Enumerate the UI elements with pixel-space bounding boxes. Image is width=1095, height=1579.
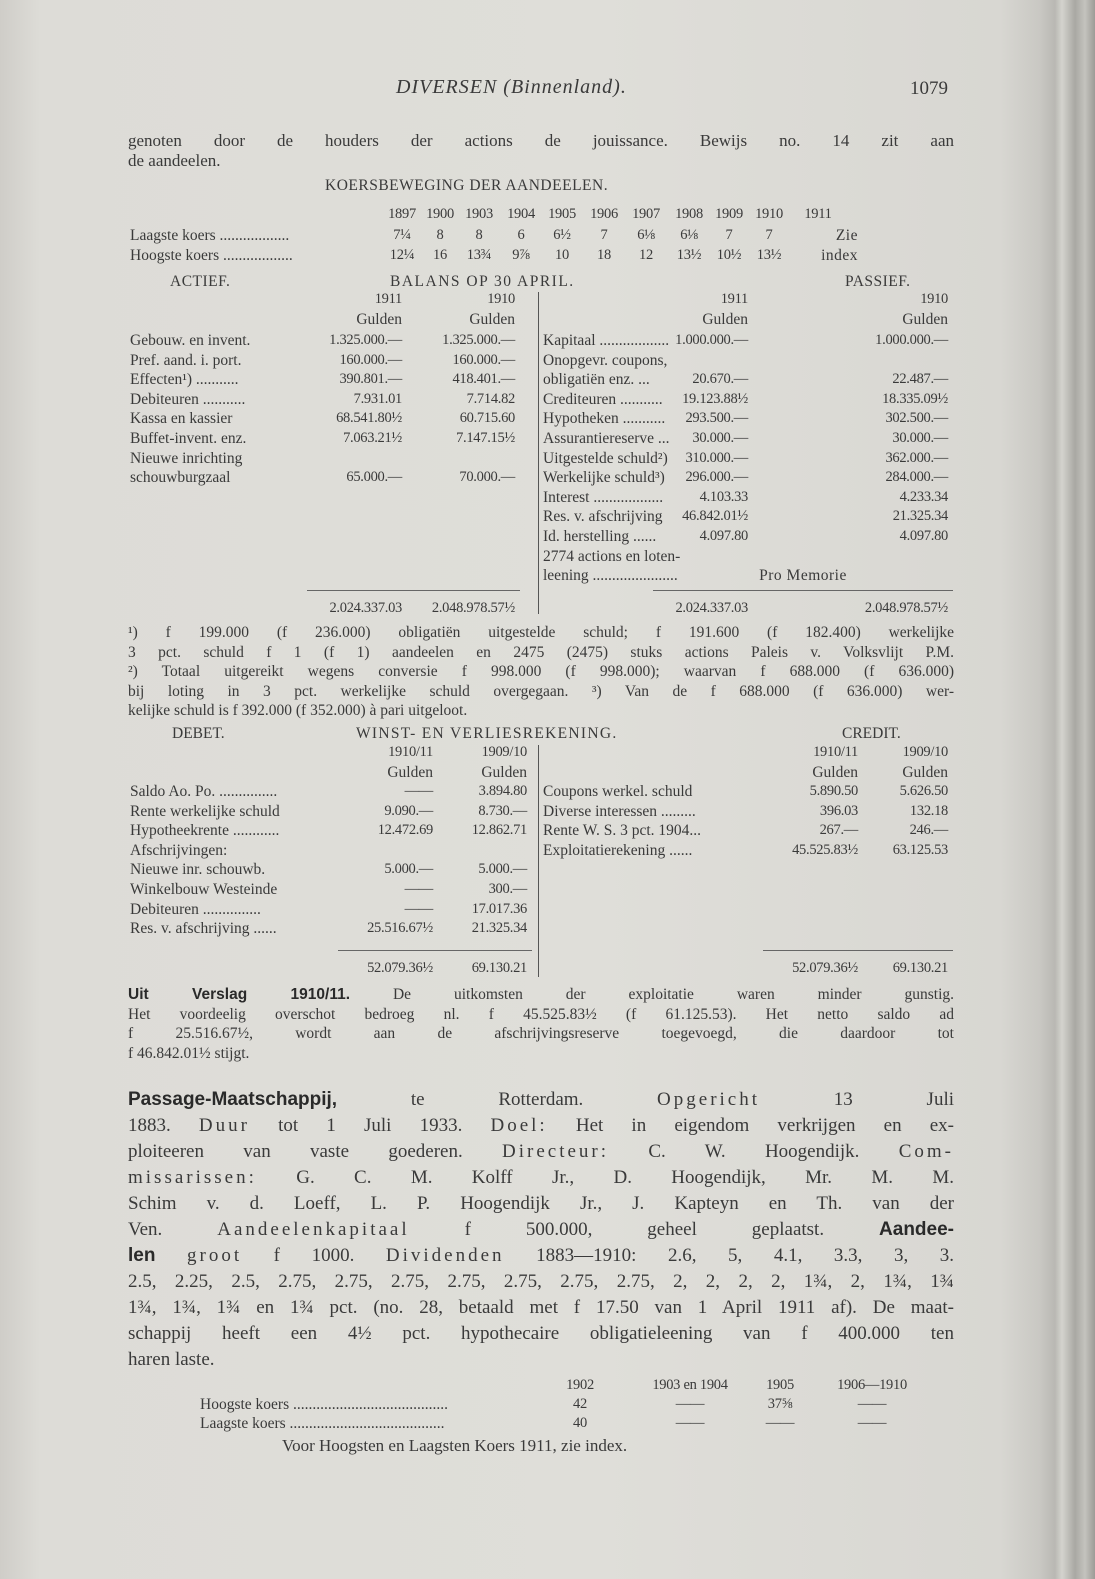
footnote-line: 3 pct. schuld f 1 (f 1) aandeelen en 2475 (2475) stuks actions Paleis v. Volksvlijt P.M. [128, 643, 954, 661]
passief-row-value-1: 4.097.80 [699, 528, 748, 544]
verslag-text: Het voordeelig overschot bedroeg nl. f 45.525.83½ (f 61.125.53). Het netto saldo ad [128, 1005, 954, 1023]
debet-row-value-1: —— [404, 783, 433, 799]
actief-row-label: Effecten¹) ........... [130, 371, 239, 389]
passief-row-value-2: 284.000.— [885, 469, 948, 486]
passief-row-label: Crediteuren ........... [543, 390, 663, 408]
actief-row-value-2: 418.401.— [452, 371, 515, 388]
passage-text: 2.5, 2.25, 2.5, 2.75, 2.75, 2.75, 2.75, 2.75, 2.75, 2.75, 2, 2, 2, 2, 1¾, 2, 1¾, 1¾ [128, 1271, 954, 1292]
passage-line [128, 1115, 954, 1137]
passage-koers-value: —— [675, 1396, 705, 1412]
passief-total-rule [653, 590, 953, 591]
actief-row-label: Nieuwe inrichting [130, 449, 243, 467]
passage-text: ploiteeren van vaste goederen. [128, 1141, 503, 1162]
credit-row-label: Coupons werkel. schuld [543, 783, 693, 800]
debet-row-value-1: 25.516.67½ [367, 920, 433, 937]
passage-text: haren laste. [128, 1349, 215, 1370]
koers-row-label: Hoogste koers .................. [130, 247, 293, 264]
passief-row [543, 391, 948, 410]
column-unit: Gulden [812, 764, 858, 781]
passage-text: groot [187, 1245, 243, 1266]
passief-row-value-2: 4.097.80 [899, 528, 948, 544]
passief-row-value-2: 302.500.— [885, 410, 948, 427]
debet-row [130, 803, 527, 822]
credit-row-label: Rente W. S. 3 pct. 1904... [543, 822, 702, 840]
debet-total: 69.130.21 [471, 960, 527, 976]
koers-value: 8 [436, 227, 444, 243]
passief-row-label: Id. herstelling ...... [543, 528, 657, 545]
passief-row [543, 469, 948, 488]
credit-row [543, 822, 948, 841]
passage-text: missarissen: [128, 1167, 257, 1188]
passief-row [543, 489, 948, 508]
passage-text: Ven. [128, 1219, 218, 1240]
passief-row-value-1: 1.000.000.— [675, 332, 748, 348]
actief-row-label: Pref. aand. i. port. [130, 351, 242, 369]
passief-row-label: 2774 actions en loten- [543, 547, 681, 565]
footnote-line: kelijke schuld is f 392.000 (f 352.000) à pari uitgeloot. [128, 702, 468, 719]
passage-text: te Rotterdam. [337, 1089, 658, 1110]
passief-row-label: leening ...................... [543, 567, 678, 585]
footnote-line: ²) Totaal uitgereikt wegens conversie f 998.000 (f 998.000); waarvan f 688.000 (f 636.000) [128, 663, 954, 680]
passief-row-label: Res. v. afschrijving [543, 508, 663, 526]
debet-row [130, 842, 527, 861]
passage-text [155, 1245, 187, 1266]
footnote-line: bij loting in 3 pct. werkelijke schuld overgegaan. ³) Van de f 688.000 (f 636.000) wer- [128, 682, 954, 700]
actief-row-value-1: 160.000.— [339, 351, 402, 368]
passief-row [543, 508, 948, 527]
passief-row-label: Assurantiereserve ... [543, 430, 670, 447]
actief-row [130, 430, 515, 449]
passage-text: tot 1 Juli 1933. [249, 1115, 491, 1136]
koers-year: 1906 [590, 206, 618, 222]
passief-row-value-1: 310.000.— [685, 449, 748, 466]
passief-row-value-1: 4.103.33 [699, 488, 748, 505]
koers-value: 7 [765, 227, 773, 243]
column-year: 1910/11 [813, 744, 858, 760]
passage-koers-header: 1906—1910 [837, 1377, 907, 1393]
column-year: 1909/10 [902, 744, 948, 760]
actief-total-rule [307, 590, 520, 591]
actief-row [130, 352, 515, 371]
passage-text: Directeur: [502, 1141, 610, 1162]
passage-text: Com- [898, 1141, 954, 1162]
passage-text: f 1000. [242, 1245, 386, 1266]
koers-value: 12¼ [389, 247, 415, 263]
koers-title: KOERSBEWEGING DER AANDEELEN. [325, 177, 609, 194]
winst-title: WINST- EN VERLIESREKENING. [356, 725, 618, 742]
credit-row-label: Diverse interessen ......... [543, 802, 696, 820]
passage-line [128, 1167, 954, 1189]
actief-row-value-2: 160.000.— [452, 351, 515, 368]
passage-koers-value: —— [857, 1396, 887, 1412]
actief-row-value-2: 7.714.82 [466, 390, 515, 407]
verslag-bold-term: Uit Verslag 1910/11. [128, 986, 351, 1003]
passief-row-value-1: 19.123.88½ [682, 390, 748, 407]
winst-divider [538, 745, 539, 977]
debet-row-value-1: —— [404, 881, 433, 897]
debet-row-label: Afschrijvingen: [130, 841, 228, 859]
koers-value: 13½ [756, 247, 782, 263]
column-year: 1910 [920, 291, 948, 307]
passage-text: 1883—1910: 2.6, 5, 4.1, 3.3, 3, 3. [504, 1245, 955, 1266]
passief-row [543, 371, 948, 390]
passage-koers-note: Voor Hoogsten en Laagsten Koers 1911, zie index. [282, 1436, 628, 1455]
passage-line [128, 1297, 954, 1319]
passief-row-value-2: 21.325.34 [892, 508, 948, 525]
koers-value: 13¾ [466, 247, 492, 263]
debet-row-value-2: 300.— [488, 881, 527, 897]
passage-koers-value: —— [675, 1415, 705, 1431]
debet-row-label: Hypotheekrente ............ [130, 822, 280, 840]
actief-row-label: Buffet-invent. enz. [130, 430, 247, 447]
actief-row [130, 332, 515, 351]
passage-text: Dividenden [385, 1245, 505, 1266]
credit-total-rule [763, 950, 953, 951]
koers-year: 1908 [675, 206, 703, 222]
actief-label: ACTIEF. [170, 273, 231, 290]
passief-row-value-2: 1.000.000.— [875, 332, 948, 348]
verslag-text: f 46.842.01½ stijgt. [128, 1044, 250, 1062]
passage-bold-term: len [128, 1245, 156, 1266]
passief-row-label: Uitgestelde schuld²) [543, 449, 668, 467]
passief-total: 2.024.337.03 [675, 600, 748, 616]
passief-row-value: Pro Memorie [759, 567, 847, 585]
column-unit: Gulden [469, 311, 515, 328]
passief-row [543, 450, 948, 469]
debet-row-value-1: 12.472.69 [377, 822, 433, 839]
passage-koers-label: Laagste koers ........................................ [200, 1415, 445, 1432]
koers-value: 12 [639, 247, 653, 263]
credit-row-value-1: 5.890.50 [809, 783, 858, 799]
passage-text: Duur [198, 1115, 250, 1136]
passief-row-value-2: 362.000.— [885, 449, 948, 466]
koers-year: 1910 [755, 206, 783, 222]
koers-value: index [821, 247, 858, 264]
passief-row-label: Hypotheken ........... [543, 410, 666, 428]
passief-row-value-2: 18.335.09½ [882, 390, 948, 407]
passage-text: C. W. Hoogendijk. [609, 1141, 899, 1162]
actief-row-value-1: 7.931.01 [353, 390, 402, 407]
passage-koers-label: Hoogste koers ........................................ [200, 1396, 448, 1413]
passief-row-value-1: 46.842.01½ [682, 508, 748, 525]
debet-row-value-1: 5.000.— [384, 861, 433, 878]
balans-divider [538, 292, 539, 614]
debet-row-value-2: 17.017.36 [471, 900, 527, 917]
passief-row-label: Interest .................. [543, 488, 664, 506]
debet-row-value-2: 21.325.34 [471, 920, 527, 937]
koers-value: 6⅛ [680, 227, 698, 243]
actief-row [130, 391, 515, 410]
verslag-text: De uitkomsten der exploitatie waren minder gunstig. [350, 986, 955, 1003]
passief-row-value-1: 296.000.— [685, 469, 748, 486]
koers-value: 6 [517, 227, 525, 243]
column-year: 1911 [720, 291, 748, 307]
koers-row-label: Laagste koers .................. [130, 227, 290, 244]
actief-row [130, 410, 515, 429]
passief-row-value-1: 293.500.— [685, 410, 748, 427]
intro-line: de aandeelen. [128, 151, 221, 170]
passief-row-label: Onopgevr. coupons, [543, 351, 668, 369]
actief-row-value-2: 70.000.— [459, 469, 515, 486]
column-year: 1911 [374, 291, 402, 307]
koers-year: 1909 [715, 206, 743, 222]
debet-row [130, 822, 527, 841]
debet-row-label: Rente werkelijke schuld [130, 802, 280, 820]
passief-row-label: obligatiën enz. ... [543, 371, 650, 389]
passage-text: G. C. M. Kolff Jr., D. Hoogendijk, Mr. M. M. [256, 1167, 954, 1188]
column-unit: Gulden [387, 764, 433, 781]
credit-row-value-1: 267.— [819, 822, 858, 839]
passief-row [543, 528, 948, 547]
passage-koers-header: 1902 [566, 1377, 594, 1393]
actief-row-label: Gebouw. en invent. [130, 332, 251, 349]
actief-row [130, 371, 515, 390]
credit-row-value-2: 132.18 [909, 802, 948, 819]
credit-row-value-1: 396.03 [819, 802, 858, 819]
passage-text: Doel: [490, 1115, 548, 1136]
koers-value: 18 [597, 247, 611, 263]
column-unit: Gulden [702, 311, 748, 328]
actief-row-value-2: 60.715.60 [459, 410, 515, 427]
debet-row-value-2: 3.894.80 [478, 783, 527, 799]
passage-koers-value: 37⅝ [767, 1396, 793, 1412]
credit-row-value-2: 63.125.53 [892, 841, 948, 858]
credit-row [543, 803, 948, 822]
passief-total: 2.048.978.57½ [864, 600, 948, 616]
debet-row [130, 920, 527, 939]
koers-year: 1903 [465, 206, 493, 222]
verslag-text: f 25.516.67½, wordt aan de afschrijvingsreserve toegevoegd, die daardoor tot [128, 1025, 954, 1042]
passage-line [128, 1193, 954, 1215]
passief-row-value-2: 4.233.34 [899, 488, 948, 505]
passage-koers-value: —— [765, 1415, 795, 1431]
actief-row-label: schouwburgzaal [130, 469, 231, 487]
passage-koers-value: —— [857, 1415, 887, 1431]
passage-text: schappij heeft een 4½ pct. hypothecaire obligatieleening van f 400.000 ten [128, 1323, 954, 1344]
passief-row [543, 410, 948, 429]
passage-text: 1883. [128, 1115, 199, 1136]
credit-row-value-1: 45.525.83½ [792, 841, 858, 858]
column-unit: Gulden [902, 764, 948, 781]
passief-row-label: Werkelijke schuld³) [543, 469, 665, 487]
passage-text: Opgericht [657, 1089, 761, 1110]
column-year: 1910/11 [388, 744, 433, 760]
koers-value: 8 [475, 227, 483, 243]
koers-value: 16 [433, 247, 447, 263]
intro-line: genoten door de houders der actions de jouissance. Bewijs no. 14 zit aan [128, 131, 954, 150]
actief-total: 2.024.337.03 [329, 600, 402, 616]
passage-text: f 500.000, geheel geplaatst. [409, 1219, 880, 1240]
actief-row-value-1: 65.000.— [346, 469, 402, 486]
column-year: 1910 [487, 291, 515, 307]
passage-text: Aandeelenkapitaal [217, 1219, 410, 1240]
debet-row-label: Nieuwe inr. schouwb. [130, 861, 266, 879]
koers-year: 1904 [507, 206, 535, 222]
credit-row-value-2: 246.— [909, 822, 948, 839]
koers-value: 7 [600, 227, 608, 243]
koers-value: 6⅛ [637, 227, 655, 243]
koers-value: 6½ [553, 227, 571, 243]
koers-value: 10½ [716, 247, 742, 263]
passage-bold-term: Passage-Maatschappij, [128, 1089, 338, 1110]
credit-row-value-2: 5.626.50 [899, 783, 948, 799]
passief-row-value-1: 30.000.— [692, 430, 748, 446]
actief-row-value-2: 1.325.000.— [442, 332, 515, 348]
actief-row-value-2: 7.147.15½ [456, 430, 515, 446]
balans-title: BALANS OP 30 APRIL. [390, 273, 575, 290]
verslag-line [128, 1025, 954, 1043]
passage-line [128, 1349, 954, 1371]
koers-value: 9⅞ [512, 247, 530, 263]
footnote-line: ¹) f 199.000 (f 236.000) obligatiën uitgestelde schuld; f 191.600 (f 182.400) werkelijke [128, 624, 954, 641]
passief-row [543, 567, 948, 586]
actief-row-value-1: 7.063.21½ [343, 430, 402, 446]
passage-text: 13 Juli [760, 1089, 955, 1110]
koers-value: 7¼ [393, 227, 411, 243]
debet-row-label: Saldo Ao. Po. ............... [130, 783, 278, 800]
credit-label: CREDIT. [842, 725, 901, 742]
koers-value: 7 [725, 227, 733, 243]
debet-row-value-2: 8.730.— [478, 802, 527, 819]
column-unit: Gulden [481, 764, 527, 781]
passief-row-label: Kapitaal .................. [543, 332, 670, 349]
verslag-line [128, 1045, 954, 1063]
passage-line [128, 1271, 954, 1293]
actief-row [130, 450, 515, 469]
credit-total: 52.079.36½ [792, 960, 858, 976]
koers-year: 1905 [548, 206, 576, 222]
verslag-line [128, 986, 954, 1004]
debet-row [130, 783, 527, 802]
debet-row [130, 861, 527, 880]
debet-row [130, 901, 527, 920]
passage-text: Schim v. d. Loeff, L. P. Hoogendijk Jr., J. Kapteyn en Th. van der [128, 1193, 954, 1214]
passage-koers-header: 1903 en 1904 [652, 1377, 728, 1393]
debet-total-rule [338, 950, 532, 951]
running-header: DIVERSEN (Binnenland). [396, 76, 627, 98]
credit-row [543, 842, 948, 861]
koers-value: Zie [835, 227, 858, 244]
passage-koers-header: 1905 [766, 1377, 794, 1393]
page-number: 1079 [910, 78, 948, 99]
koers-year: 1900 [426, 206, 454, 222]
debet-row-label: Winkelbouw Westeinde [130, 881, 278, 898]
debet-total: 52.079.36½ [367, 960, 433, 976]
passage-text: Het in eigendom verkrijgen en ex- [547, 1115, 955, 1136]
passief-row [543, 332, 948, 351]
passief-label: PASSIEF. [845, 273, 911, 290]
passief-row [543, 430, 948, 449]
passage-text: 1¾, 1¾, 1¾ en 1¾ pct. (no. 28, betaald met f 17.50 van 1 April 1911 af). De maat- [128, 1297, 954, 1318]
debet-row-label: Res. v. afschrijving ...... [130, 920, 277, 938]
passage-line [128, 1219, 954, 1241]
koers-year: 1911 [804, 206, 832, 222]
debet-row [130, 881, 527, 900]
debet-row-value-1: —— [404, 900, 433, 917]
passief-row [543, 352, 948, 371]
column-unit: Gulden [902, 311, 948, 328]
actief-row-value-1: 390.801.— [339, 371, 402, 388]
actief-row-value-1: 68.541.80½ [336, 410, 402, 427]
actief-total: 2.048.978.57½ [431, 600, 515, 616]
passage-koers-value: 42 [573, 1396, 587, 1412]
passief-row-value-2: 22.487.— [892, 371, 948, 388]
passage-bold-term: Aandee- [879, 1219, 954, 1240]
passage-koers-value: 40 [573, 1415, 587, 1431]
column-unit: Gulden [356, 311, 402, 328]
passage-line [128, 1141, 954, 1163]
koers-value: 10 [555, 247, 569, 263]
debet-row-value-1: 9.090.— [384, 802, 433, 819]
passief-row-value-1: 20.670.— [692, 371, 748, 388]
koers-year: 1897 [388, 206, 416, 222]
debet-row-value-2: 12.862.71 [471, 822, 527, 839]
passief-row [543, 548, 948, 567]
credit-total: 69.130.21 [892, 960, 948, 976]
credit-row [543, 783, 948, 802]
passage-line [128, 1089, 954, 1111]
actief-row-value-1: 1.325.000.— [329, 332, 402, 348]
passief-row-value-2: 30.000.— [892, 430, 948, 446]
koers-year: 1907 [632, 206, 660, 222]
debet-row-label: Debiteuren ............... [130, 900, 261, 918]
passage-line [128, 1245, 954, 1267]
actief-row [130, 469, 515, 488]
koers-value: 13½ [676, 247, 702, 263]
verslag-line [128, 1006, 954, 1024]
actief-row-label: Debiteuren ........... [130, 390, 246, 408]
credit-row-label: Exploitatierekening ...... [543, 841, 693, 859]
actief-row-label: Kassa en kassier [130, 410, 233, 428]
debet-row-value-2: 5.000.— [478, 861, 527, 878]
passage-line [128, 1323, 954, 1345]
column-year: 1909/10 [481, 744, 527, 760]
debet-label: DEBET. [172, 725, 225, 742]
